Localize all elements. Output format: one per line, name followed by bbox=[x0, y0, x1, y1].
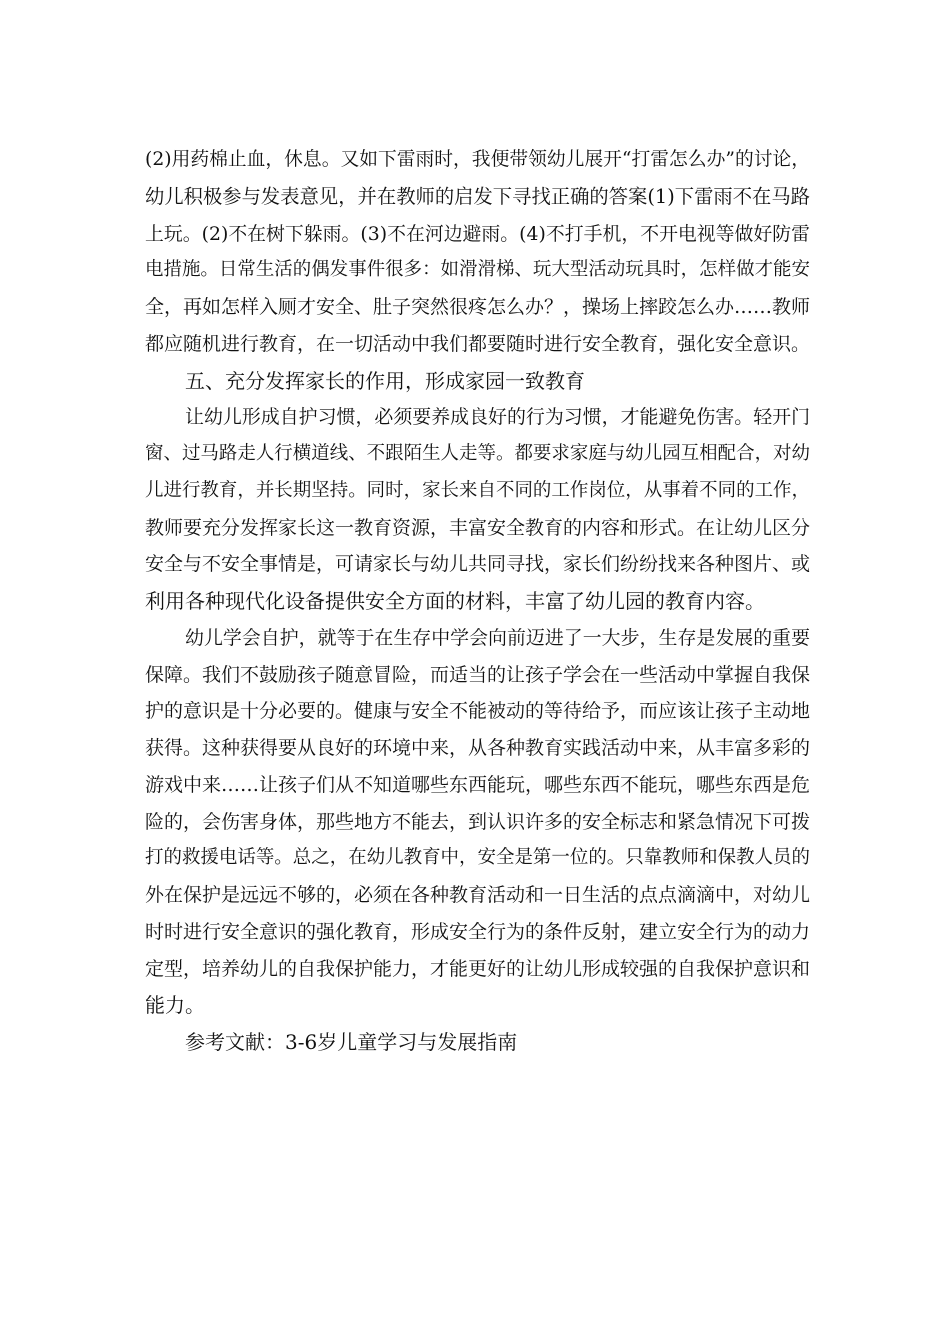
document-body bbox=[145, 142, 810, 1061]
text-line: 打的救援电话等。总之，在幼儿教育中，安全是第一位的。只靠教师和保教人员的 bbox=[145, 847, 810, 869]
text-line: 上玩。(2)不在树下躲雨。(3)不在河边避雨。(4)不打手机，不开电视等做好防雷 bbox=[145, 222, 810, 245]
text-line: 获得。这种获得要从良好的环境中来，从各种教育实践活动中来，从丰富多彩的 bbox=[145, 737, 811, 759]
text-line: 护的意识是十分必要的。健康与安全不能被动的等待给予，而应该让孩子主动地 bbox=[145, 700, 811, 723]
text-line: 窗、过马路走人行横道线、不跟陌生人走等。都要求家庭与幼儿园互相配合，对幼 bbox=[145, 443, 810, 464]
text-line: 能力。 bbox=[145, 993, 205, 1018]
text-line: 游戏中来……让孩子们从不知道哪些东西能玩，哪些东西不能玩，哪些东西是危 bbox=[145, 773, 811, 796]
text-line: 时时进行安全意识的强化教育，形成安全行为的条件反射，建立安全行为的动力 bbox=[145, 920, 811, 943]
text-line: 参考文献：3-6岁儿童学习与发展指南 bbox=[185, 1030, 518, 1054]
text-line: 幼儿积极参与发表意见，并在教师的启发下寻找正确的答案(1)下雷雨不在马路 bbox=[145, 184, 810, 208]
text-line: 都应随机进行教育，在一切活动中我们都要随时进行安全教育，强化安全意识。 bbox=[145, 332, 811, 355]
text-line: 险的，会伤害身体，那些地方不能去，到认识许多的安全标志和紧急情况下可拨 bbox=[145, 810, 811, 833]
text-line: 让幼儿形成自护习惯，必须要养成良好的行为习惯，才能避免伤害。轻开门 bbox=[185, 406, 810, 429]
text-line: 外在保护是远远不够的，必须在各种教育活动和一日生活的点点滴滴中，对幼儿 bbox=[145, 884, 811, 906]
text-line: 五、充分发挥家长的作用，形成家园一致教育 bbox=[185, 368, 585, 393]
text-line: 教师要充分发挥家长这一教育资源，丰富安全教育的内容和形式。在让幼儿区分 bbox=[145, 516, 811, 539]
text-line: 利用各种现代化设备提供安全方面的材料，丰富了幼儿园的教育内容。 bbox=[145, 589, 765, 613]
text-line: 全，再如怎样入厕才安全、肚子突然很疼怎么办？，操场上摔跤怎么办……教师 bbox=[145, 296, 811, 318]
text-line: 儿进行教育，并长期坚持。同时，家长来自不同的工作岗位，从事着不同的工作， bbox=[145, 479, 810, 501]
text-line: 保障。我们不鼓励孩子随意冒险，而适当的让孩子学会在一些活动中掌握自我保 bbox=[145, 663, 811, 686]
text-line: 电措施。日常生活的偶发事件很多：如滑滑梯、玩大型活动玩具时，怎样做才能安 bbox=[145, 259, 810, 281]
text-line: 幼儿学会自护，就等于在生存中学会向前迈进了一大步，生存是发展的重要 bbox=[185, 626, 810, 649]
text-line: 安全与不安全事情是，可请家长与幼儿共同寻找，家长们纷纷找来各种图片、或 bbox=[145, 553, 811, 576]
text-line: 定型，培养幼儿的自我保护能力，才能更好的让幼儿形成较强的自我保护意识和 bbox=[145, 957, 811, 980]
text-line: (2)用药棉止血，休息。又如下雷雨时，我便带领幼儿展开“打雷怎么办”的讨论， bbox=[145, 149, 810, 170]
